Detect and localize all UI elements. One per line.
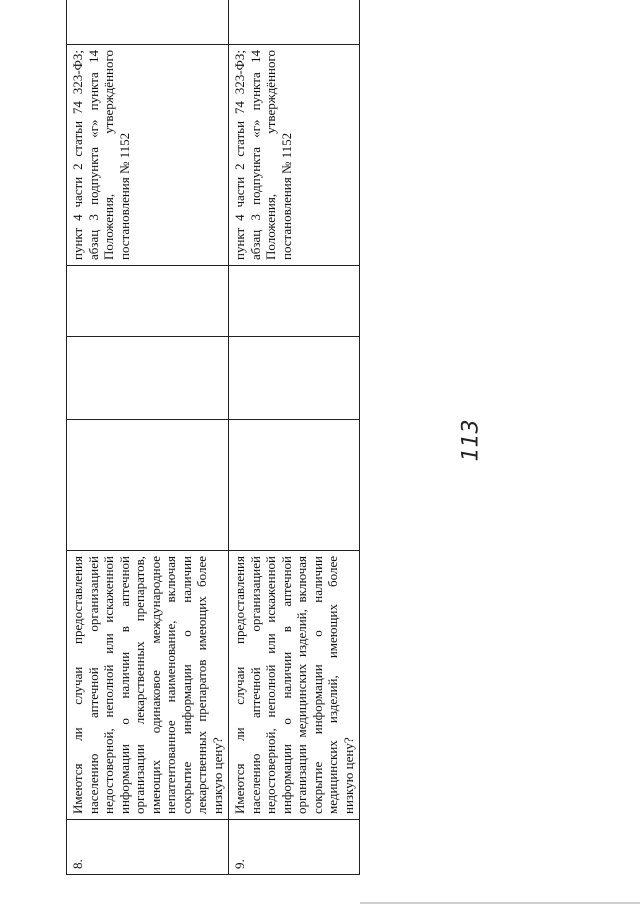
table-row	[229, 0, 360, 875]
empty-note-cell	[67, 0, 229, 45]
empty-answer-cell	[229, 420, 360, 551]
scan-edge-line	[360, 902, 640, 904]
handwritten-page-number: 113	[458, 419, 484, 462]
row-number-cell: 9.	[229, 820, 360, 875]
empty-note-cell	[229, 0, 360, 45]
question-cell: Имеются ли случаи предоставления населению аптечной организацией недостоверной, неполной или искаженной информации о наличии в аптечной организации медицинских изделий, включая сокрытие информации о наличии медицинских изделий, имеющих более низкую цену?	[229, 551, 360, 820]
empty-answer-cell	[67, 266, 229, 337]
question-cell: Имеются ли случаи предоставления населению аптечной организацией недостоверной, неполной или искаженной информации о наличии в аптечной организации лекарственных препаратов, имеющих одинаковое международное непатентованное наименование, включая сокрытие информации о наличии лекарственных препаратов имеющих более низкую цену?	[67, 551, 229, 820]
rotated-table-container	[66, 30, 356, 875]
row-number-cell: 8.	[67, 820, 229, 875]
empty-answer-cell	[229, 266, 360, 337]
legal-reference-cell: пункт 4 части 2 статьи 74 323-ФЗ; абзац 3 подпункта «г» пункта 14 Положения, утверждённого постановления № 1152	[229, 45, 360, 266]
empty-answer-cell	[229, 337, 360, 420]
legal-reference-cell: пункт 4 части 2 статьи 74 323-ФЗ; абзац 3 подпункта «г» пункта 14 Положения, утверждённого постановления № 1152	[67, 45, 229, 266]
empty-answer-cell	[67, 420, 229, 551]
empty-answer-cell	[67, 337, 229, 420]
checklist-table	[66, 0, 360, 875]
table-row	[67, 0, 229, 875]
